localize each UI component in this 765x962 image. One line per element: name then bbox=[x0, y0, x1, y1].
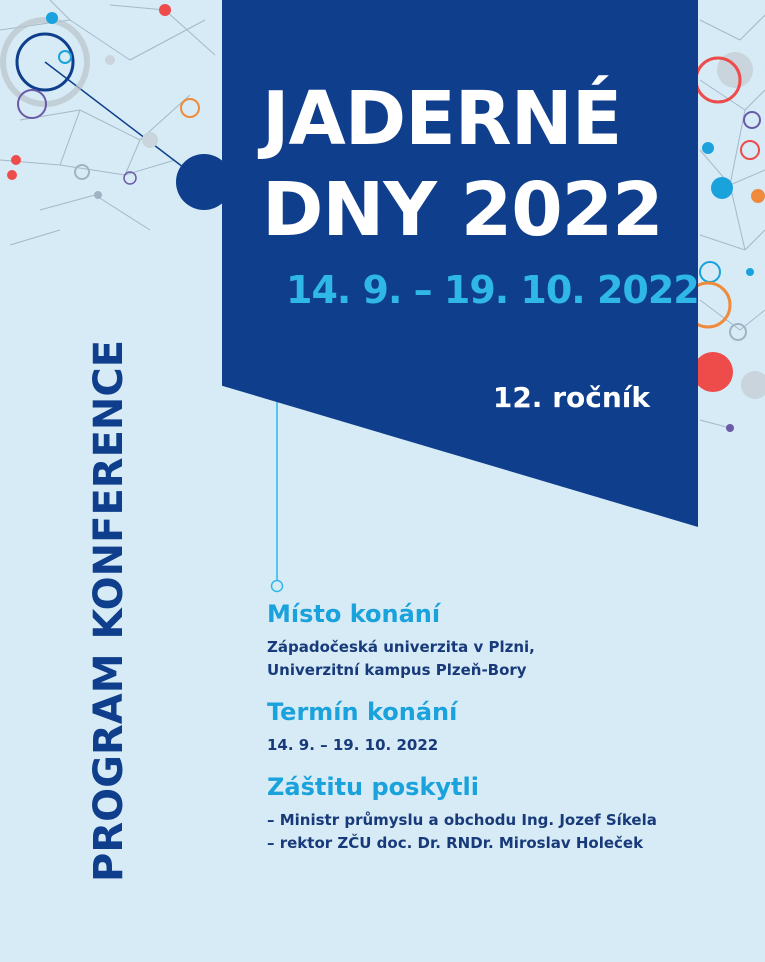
patron-1: – Ministr průmyslu a obchodu Ing. Jozef Síkela bbox=[267, 811, 657, 829]
conference-info bbox=[267, 598, 727, 855]
venue-line-1: Západočeská univerzita v Plzni, bbox=[267, 638, 535, 656]
title-line-1: JADERNÉ bbox=[262, 76, 622, 162]
page-title bbox=[262, 74, 682, 256]
patron-2: – rektor ZČU doc. Dr. RNDr. Miroslav Holeček bbox=[267, 834, 644, 852]
venue-line-2: Univerzitní kampus Plzeň-Bory bbox=[267, 661, 527, 679]
edition-label: 12. ročník bbox=[492, 381, 650, 414]
title-line-2: DNY 2022 bbox=[262, 167, 663, 253]
conference-dates: 14. 9. – 19. 10. 2022 bbox=[286, 268, 699, 312]
term-heading: Termín konání bbox=[267, 698, 458, 726]
patronage-heading: Záštitu poskytli bbox=[267, 773, 479, 801]
venue-heading: Místo konání bbox=[267, 600, 441, 628]
side-label: PROGRAM KONFERENCE bbox=[86, 339, 132, 882]
term-value: 14. 9. – 19. 10. 2022 bbox=[267, 736, 439, 754]
